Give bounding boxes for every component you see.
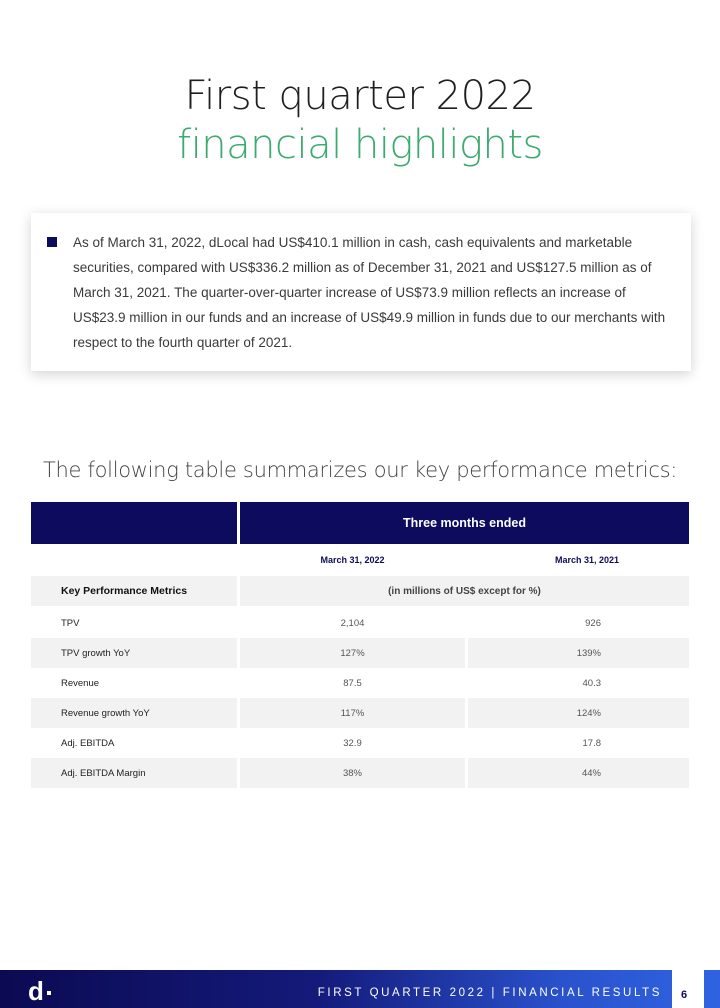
value-2022: 127% <box>240 638 465 668</box>
row-label: Adj. EBITDA Margin <box>31 758 237 788</box>
kpi-table <box>31 502 689 788</box>
row-label: TPV growth YoY <box>31 638 237 668</box>
page-number: 6 <box>680 989 688 1001</box>
value-2021: 139% <box>468 638 689 668</box>
header-three-months: Three months ended <box>240 502 689 544</box>
table-row <box>31 758 689 788</box>
row-label: TPV <box>61 617 80 629</box>
square-bullet-icon <box>47 237 57 247</box>
value-2022: 32.9 <box>343 737 362 749</box>
table-row <box>31 608 689 638</box>
page-number-box <box>672 970 704 1008</box>
highlight-card <box>31 213 691 371</box>
value-2022: 2,104 <box>340 617 365 629</box>
table-header-row <box>31 502 689 544</box>
title-line-1: First quarter 2022 <box>184 73 536 119</box>
metrics-header-row <box>31 576 689 606</box>
value-2021: 926 <box>585 617 601 629</box>
value-2021: 17.8 <box>582 737 601 749</box>
table-intro: The following table summarizes our key performance metrics: <box>42 458 678 482</box>
table-row <box>31 638 689 668</box>
table-row <box>31 728 689 758</box>
header-blank-cell <box>31 502 237 544</box>
page-edge-accent <box>704 970 720 1008</box>
value-2022: 38% <box>240 758 465 788</box>
row-label: Adj. EBITDA <box>61 737 115 749</box>
row-label: Revenue <box>61 677 100 689</box>
date-row <box>31 544 689 576</box>
value-2021: 44% <box>468 758 689 788</box>
value-2021: 40.3 <box>582 677 601 689</box>
row-label: Revenue growth YoY <box>31 698 237 728</box>
table-row <box>31 668 689 698</box>
dlocal-logo <box>28 976 51 1006</box>
footer-title: FIRST QUARTER 2022 | FINANCIAL RESULTS <box>317 987 662 999</box>
value-2022: 117% <box>240 698 465 728</box>
value-2022: 87.5 <box>343 677 362 689</box>
metrics-label: Key Performance Metrics <box>31 576 237 606</box>
logo-dot-icon <box>47 991 51 995</box>
logo-letter: d <box>28 976 44 1006</box>
date-2022: March 31, 2022 <box>320 555 385 565</box>
page-title <box>0 72 720 170</box>
footer-bar <box>0 970 704 1008</box>
table-row <box>31 698 689 728</box>
units-label: (in millions of US$ except for %) <box>240 576 689 606</box>
highlight-text: As of March 31, 2022, dLocal had US$410.1 million in cash, cash equivalents and marketable securities, compared with US$336.2 million as of December 31, 2021 and US$127.5 million as of March 31, 2021. The quarter-over-quarter increase of US$73.9 million reflects an increase of US$23.9 million in our funds and an increase of US$49.9 million in funds due to our merchants with respect to the fourth quarter of 2021. <box>73 235 666 350</box>
value-2021: 124% <box>468 698 689 728</box>
date-2021: March 31, 2021 <box>554 555 619 565</box>
title-line-2: financial highlights <box>177 122 543 168</box>
